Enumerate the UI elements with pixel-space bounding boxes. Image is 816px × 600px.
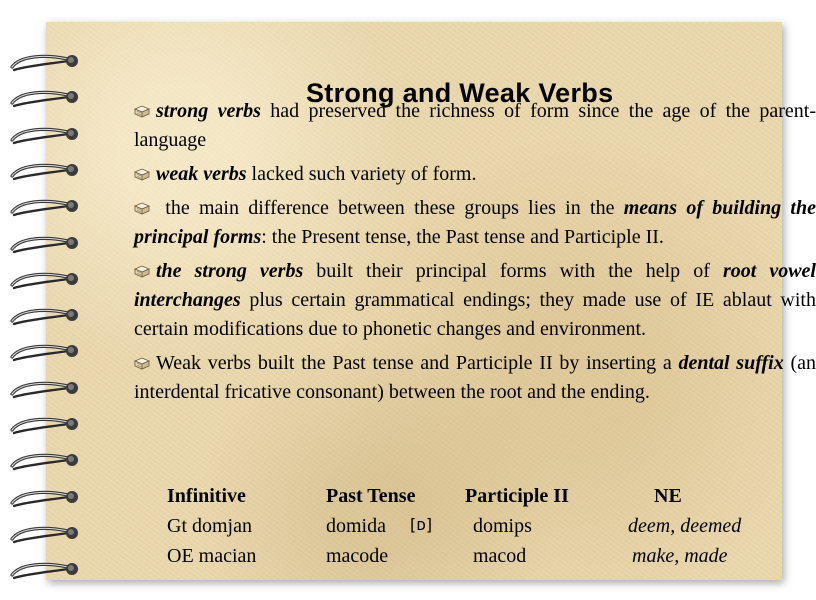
notebook-pencil-icon xyxy=(134,161,150,174)
emphasis-text: strong verbs xyxy=(156,100,261,122)
bullet-text: had preserved the richness of form since the age of the parent-language xyxy=(134,100,816,151)
notebook-pencil-icon xyxy=(134,350,150,363)
bullet-text: plus certain grammatical endings; they made use of IE ablaut with certain modifications due to phonetic changes and environment. xyxy=(134,289,816,340)
cell-past: macode xyxy=(326,545,389,567)
emphasis-text: dental suffix xyxy=(678,352,784,374)
bullet-item xyxy=(134,97,816,155)
cell-infinitive: OE macian xyxy=(167,545,257,567)
cell-past: domida xyxy=(326,515,386,537)
bullet-item xyxy=(134,349,816,407)
header-past-tense: Past Tense xyxy=(326,485,416,507)
bullet-text: (an interdental fricative consonant) between the root and the ending. xyxy=(134,352,816,403)
spiral-ring xyxy=(6,270,84,292)
bullet-text: Weak verbs built the Past tense and Participle II by inserting a xyxy=(156,352,679,374)
table-row xyxy=(0,545,800,575)
spiral-ring xyxy=(6,161,84,183)
notebook-pencil-icon xyxy=(134,258,150,271)
spiral-ring xyxy=(6,234,84,256)
spiral-ring xyxy=(6,88,84,110)
spiral-ring xyxy=(6,197,84,219)
bullet-text: built their principal forms with the help of xyxy=(303,260,723,282)
bullet-text: the main difference between these groups lies in the xyxy=(156,197,624,219)
bullet-list xyxy=(134,97,816,412)
cell-ne: deem, deemed xyxy=(628,515,742,537)
header-participle-ii: Participle II xyxy=(465,485,569,507)
emphasis-text: root vowel interchanges xyxy=(134,260,816,311)
cell-participle: domips xyxy=(473,515,532,537)
bullet-text: lacked such variety of form. xyxy=(246,163,477,185)
bullet-item xyxy=(134,257,816,344)
cell-participle: macod xyxy=(473,545,527,567)
header-ne: NE xyxy=(654,485,682,507)
spiral-ring xyxy=(6,52,84,74)
header-infinitive: Infinitive xyxy=(167,485,246,507)
emphasis-text: the strong verbs xyxy=(156,260,304,282)
bullet-item xyxy=(134,194,816,252)
notebook-pencil-icon xyxy=(134,98,150,111)
cell-infinitive: Gt domjan xyxy=(167,515,252,537)
spiral-ring xyxy=(6,342,84,364)
notebook-pencil-icon xyxy=(134,195,150,208)
cell-ne: make, made xyxy=(632,545,728,567)
cell-phonetic: [ᴅ] xyxy=(410,515,433,534)
bullet-item xyxy=(134,160,816,189)
slide-title: Strong and Weak Verbs xyxy=(306,78,614,108)
spiral-ring xyxy=(6,415,84,437)
spiral-ring xyxy=(6,379,84,401)
bullet-text: : the Present tense, the Past tense and Participle II. xyxy=(261,226,664,248)
table-header-row xyxy=(0,485,800,515)
emphasis-text: weak verbs xyxy=(156,163,247,185)
spiral-ring xyxy=(6,125,84,147)
table-row xyxy=(0,515,800,545)
emphasis-text: means of building the principal forms xyxy=(134,197,816,248)
spiral-ring xyxy=(6,451,84,473)
spiral-ring xyxy=(6,306,84,328)
verb-forms-table xyxy=(0,485,800,575)
